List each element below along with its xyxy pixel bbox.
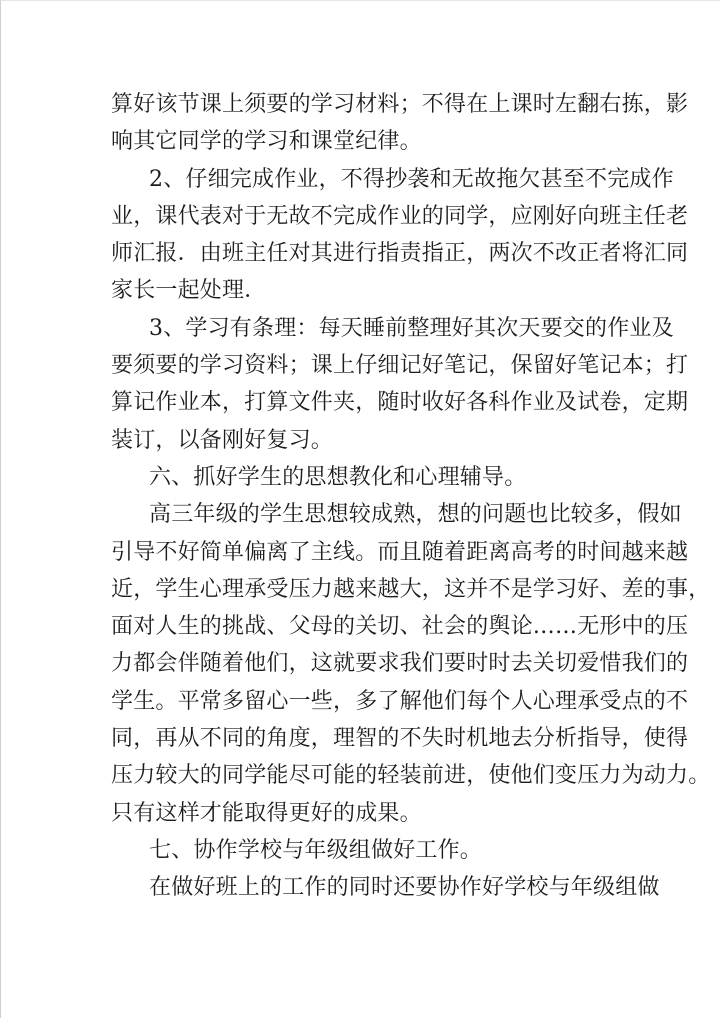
text-line: 业，课代表对于无故不完成作业的同学，应刚好向班主任老 bbox=[111, 203, 689, 229]
text-line: 3、学习有条理：每天睡前整理好其次天要交的作业及 bbox=[149, 315, 674, 341]
text-line: 面对人生的挑战、父母的关切、社会的舆论……无形中的压 bbox=[111, 614, 689, 640]
document-body bbox=[111, 86, 711, 907]
text-line: 响其它同学的学习和课堂纪律。 bbox=[111, 129, 422, 155]
section-heading: 六、抓好学生的思想教化和心理辅导。 bbox=[149, 464, 527, 490]
text-line: 力都会伴随着他们，这就要求我们要时时去关切爱惜我们的 bbox=[111, 651, 689, 677]
text-line: 高三年级的学生思想较成熟，想的问题也比较多，假如 bbox=[149, 502, 682, 528]
text-line: 压力较大的同学能尽可能的轻装前进，使他们变压力为动力。 bbox=[111, 763, 711, 789]
text-line: 算记作业本，打算文件夹，随时收好各科作业及试卷，定期 bbox=[111, 390, 689, 416]
text-line: 家长一起处理． bbox=[111, 278, 267, 304]
text-line: 近，学生心理承受压力越来越大，这并不是学习好、差的事， bbox=[111, 576, 711, 602]
text-line: 在做好班上的工作的同时还要协作好学校与年级组做 bbox=[149, 875, 660, 901]
text-line: 要须要的学习资料；课上仔细记好笔记，保留好笔记本；打 bbox=[111, 353, 689, 379]
text-line: 只有这样才能取得更好的成果。 bbox=[111, 800, 422, 826]
text-line: 师汇报．由班主任对其进行指责指正，两次不改正者将汇同 bbox=[111, 241, 689, 267]
text-line: 引导不好简单偏离了主线。而且随着距离高考的时间越来越 bbox=[111, 539, 689, 565]
text-line: 学生。平常多留心一些，多了解他们每个人心理承受点的不 bbox=[111, 688, 689, 714]
text-line: 算好该节课上须要的学习材料；不得在上课时左翻右拣，影 bbox=[111, 92, 689, 117]
text-line: 装订，以备刚好复习。 bbox=[111, 427, 334, 453]
text-line: 2、仔细完成作业，不得抄袭和无故拖欠甚至不完成作 bbox=[149, 166, 674, 192]
section-heading: 七、协作学校与年级组做好工作。 bbox=[149, 837, 483, 863]
text-line: 同，再从不同的角度，理智的不失时机地去分析指导，使得 bbox=[111, 726, 689, 752]
